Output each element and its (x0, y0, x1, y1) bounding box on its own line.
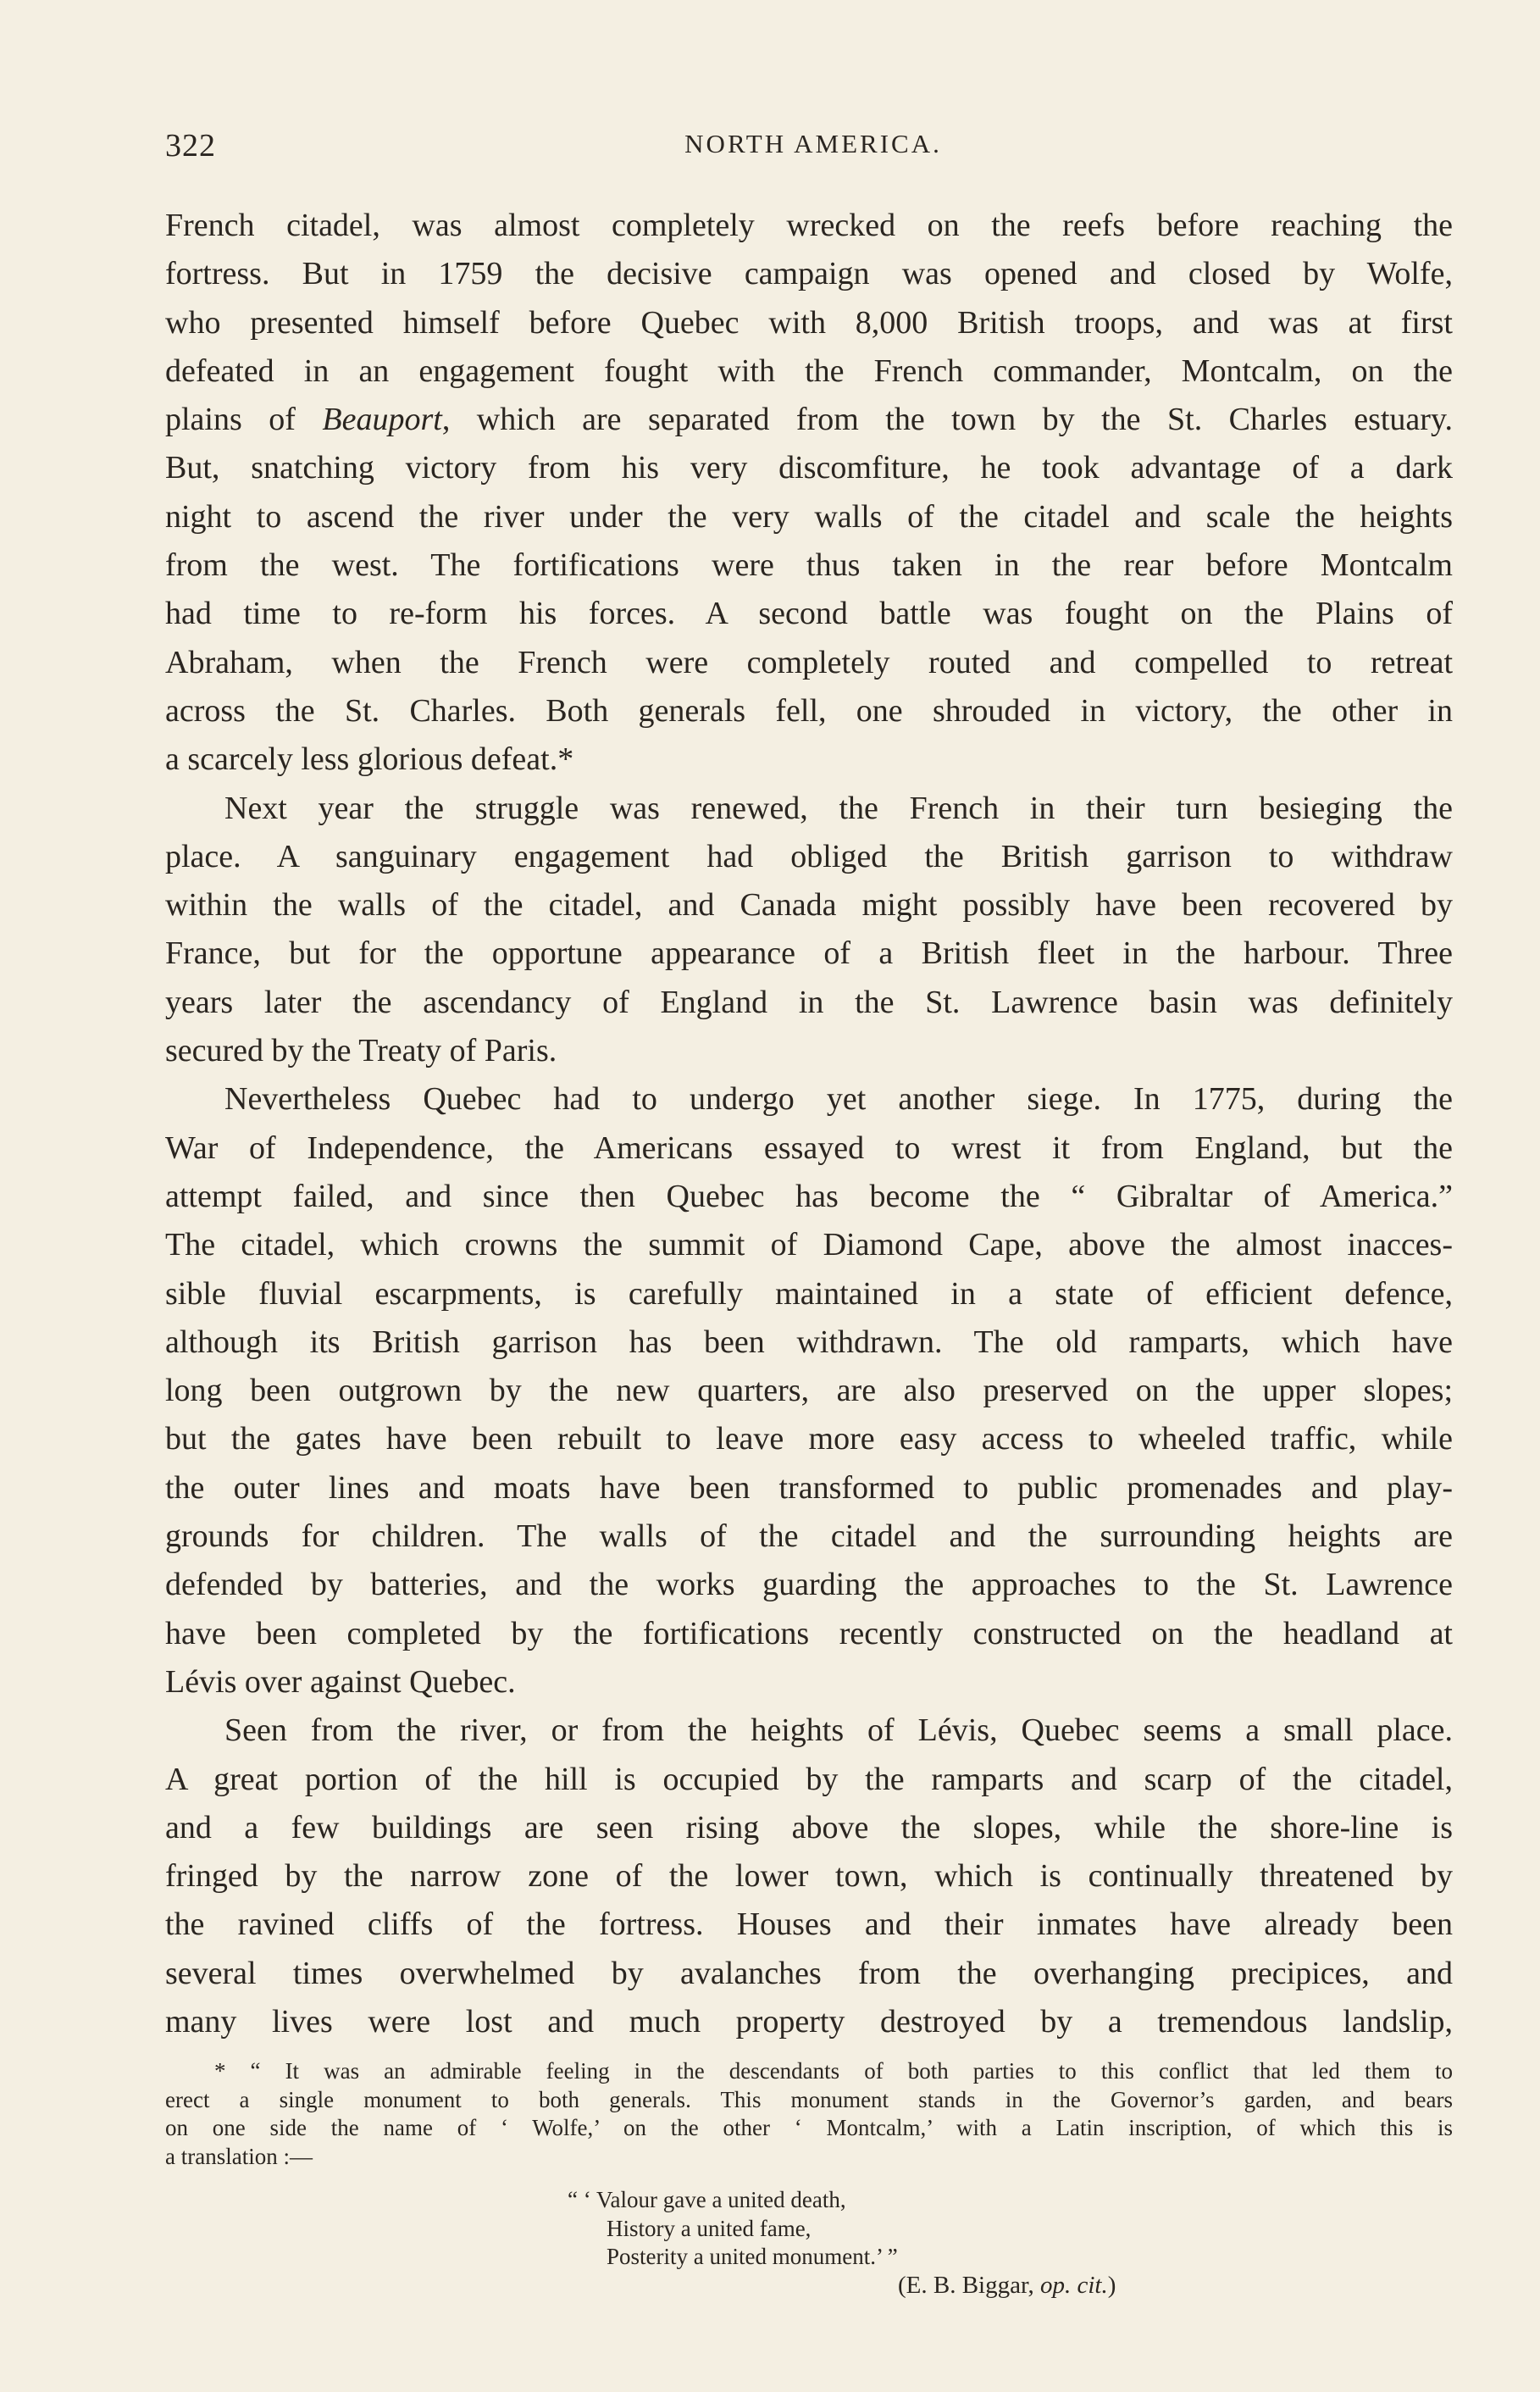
citation-author: (E. B. Biggar, (898, 2272, 1040, 2299)
text-line: fortress. But in 1759 the decisive campaign was opened and closed by Wolfe, (165, 256, 1453, 292)
text-line: the outer lines and moats have been transformed to public promenades and play- (165, 1469, 1453, 1506)
text-line: France, but for the opportune appearance of a British fleet in the harbour. Three (165, 935, 1453, 972)
text-line: night to ascend the river under the very walls of the citadel and scale the heights (165, 498, 1453, 535)
text-line: Abraham, when the French were completely routed and compelled to retreat (165, 644, 1453, 680)
text-line: attempt failed, and since then Quebec has become the “ Gibraltar of America.” (165, 1178, 1453, 1214)
text-line: across the St. Charles. Both generals fell, one shrouded in victory, the other in (165, 692, 1453, 729)
text-line: defended by batteries, and the works guarding the approaches to the St. Lawrence (165, 1567, 1453, 1603)
text-line: Nevertheless Quebec had to undergo yet another siege. In 1775, during the (224, 1081, 1453, 1118)
place-name-beauport: Beauport (322, 402, 442, 438)
text-line: fringed by the narrow zone of the lower town, which is continually threatened by (165, 1858, 1453, 1895)
text-line: secured by the Treaty of Paris. (165, 1033, 557, 1069)
text-line: a scarcely less glorious defeat.* (165, 741, 574, 778)
text-line: years later the ascendancy of England in the St. Lawrence basin was definitely (165, 984, 1453, 1020)
footnote-line: * “ It was an admirable feeling in the descendants of both parties to this conflict that led them to (214, 2058, 1453, 2084)
line-beauport-text: plains of Beauport, which are separated from the town by the St. Charles estuary. (165, 402, 1453, 438)
text-line: although its British garrison has been withdrawn. The old ramparts, which have (165, 1324, 1453, 1360)
page-header (165, 127, 1461, 169)
citation-close: ) (1107, 2272, 1116, 2299)
text-line: many lives were lost and much property destroyed by a tremendous landslip, (165, 2003, 1453, 2040)
text-line: sible fluvial escarpments, is carefully maintained in a state of efficient defence, (165, 1275, 1453, 1312)
footnote-line: erect a single monument to both generals. This monument stands in the Governor’s garden, and bears (165, 2086, 1453, 2112)
text-line-beauport (165, 396, 1453, 444)
text-line: have been completed by the fortifications recently constructed on the headland at (165, 1615, 1453, 1651)
page-number: 322 (165, 128, 216, 164)
text-line: long been outgrown by the new quarters, are also preserved on the upper slopes; (165, 1373, 1453, 1409)
footnote (165, 2057, 1453, 2172)
text-line: and a few buildings are seen rising above the slopes, while the shore-line is (165, 1809, 1453, 1845)
text-line: Lévis over against Quebec. (165, 1663, 516, 1700)
text-line: Seen from the river, or from the heights of Lévis, Quebec seems a small place. (224, 1712, 1453, 1749)
main-text (165, 202, 1453, 2046)
citation (898, 2271, 1116, 2300)
text-line: but the gates have been rebuilt to leave more easy access to wheeled traffic, while (165, 1421, 1453, 1457)
text-line: A great portion of the hill is occupied by the ramparts and scarp of the citadel, (165, 1761, 1453, 1797)
text-line: within the walls of the citadel, and Canada might possibly have been recovered by (165, 887, 1453, 924)
running-head: NORTH AMERICA. (684, 129, 942, 158)
verse-line: History a united fame, (607, 2215, 812, 2241)
text-line: Next year the struggle was renewed, the French in their turn besieging the (224, 790, 1453, 826)
text-line: several times overwhelmed by avalanches from the overhanging precipices, and (165, 1955, 1453, 1991)
text-line: But, snatching victory from his very discomfiture, he took advantage of a dark (165, 450, 1453, 486)
verse-line: Posterity a united monument.’ ” (607, 2244, 898, 2270)
text-line: had time to re-form his forces. A second battle was fought on the Plains of (165, 596, 1453, 632)
footnote-line: a translation :— (165, 2144, 313, 2170)
text-line: The citadel, which crowns the summit of Diamond Cape, above the almost inacces- (165, 1227, 1453, 1263)
text-line: French citadel, was almost completely wrecked on the reefs before reaching the (165, 208, 1453, 243)
text-line: the ravined cliffs of the fortress. Houses and their inmates have already been (165, 1906, 1453, 1943)
text-line: who presented himself before Quebec with 8,000 British troops, and was at first (165, 304, 1453, 341)
inscription-verse (568, 2186, 898, 2272)
text-line: place. A sanguinary engagement had obliged the British garrison to withdraw (165, 838, 1453, 874)
text-line: War of Independence, the Americans essayed to wrest it from England, but the (165, 1129, 1453, 1166)
text-line: grounds for children. The walls of the citadel and the surrounding heights are (165, 1518, 1453, 1555)
text-line: defeated in an engagement fought with the French commander, Montcalm, on the (165, 352, 1453, 389)
verse-line: “ ‘ Valour gave a united death, (568, 2187, 846, 2212)
text-line: from the west. The fortifications were thus taken in the rear before Montcalm (165, 547, 1453, 584)
footnote-line: on one side the name of ‘ Wolfe,’ on the other ‘ Montcalm,’ with a Latin inscription, of which this is (165, 2115, 1453, 2141)
citation-op-cit: op. cit. (1039, 2272, 1108, 2299)
